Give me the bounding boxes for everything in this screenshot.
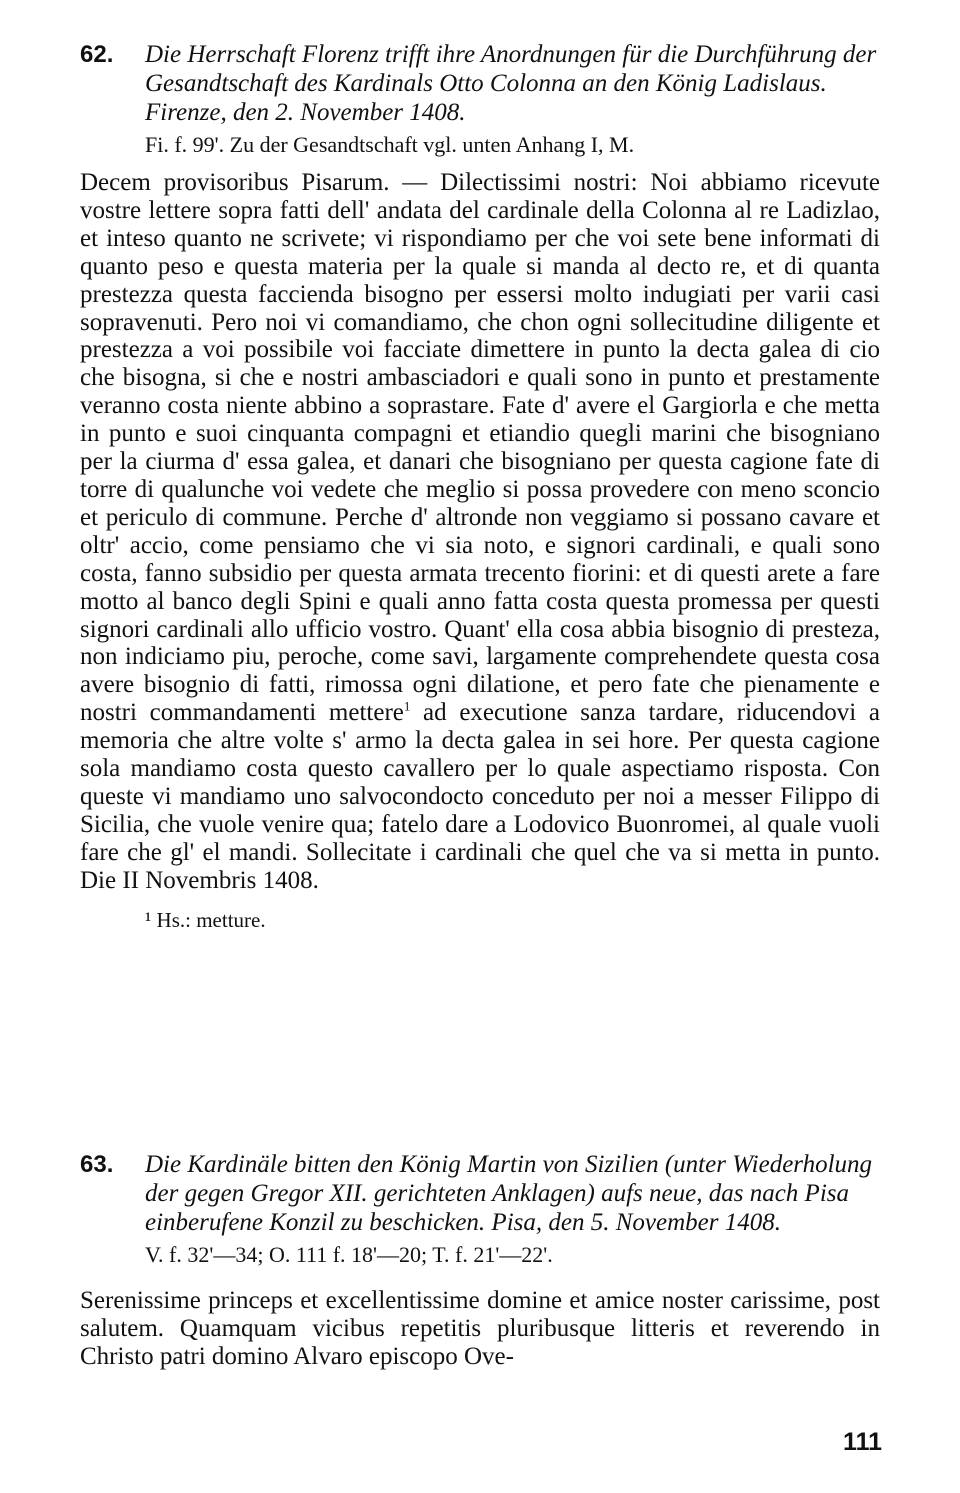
entry-heading [80,1150,880,1237]
heading-text: Die Herrschaft Florenz trifft ihre Anordnungen für die Durchführung der Gesandtschaft des Kardinals Otto Colonna an den König Ladislaus. Firenze, den 2. November 1408. [145,41,877,126]
entry-number: 63. [80,1151,114,1178]
document-text-part-1: Decem provisoribus Pisarum. — Dilectissimi nostri: Noi abbiamo ricevute vostre lettere sopra fatti dell' andata del cardinale della Colonna al re Ladizlao, et inteso quanto ne scrivete; vi rispondiamo per che voi sete bene informati di quanto peso e questa materia per la quale si manda al decto re, et di quanta prestezza questa faccienda bisogno per essersi molto indugiati per varii casi sopravenuti. Pero noi vi comandiamo, che chon ogni sollecitudine diligente et prestezza a voi possibile voi facciate dimettere in punto la decta galea di cio che bisogna, si che e nostri ambasciadori e quali sono in punto et prestamente veranno costa niente abbino a soprastare. Fate d' avere el Gargiorla e che metta in punto e suoi cinquanta compagni et etiandio quegli marini che bisogniano per la ciurma d' essa galea, et danari che bisogniano per questa cagione fate di torre di qualunche voi vedete che meglio si possa provedere con meno sconcio et periculo di commune. Perche d' altronde non veggiamo si possano cavare et oltr' accio, come pensiamo che vi sia noto, e signori cardinali, e quali sono costa, fanno subsidio per questa armata trecento fiorini: et di questi arete a fare motto al banco degli Spini e quali anno fatta costa questa promessa per questi signori cardinali allo ufficio vostro. Quant' ella cosa abbia bisognio di presteza, non indiciamo piu, peroche, come savi, largamente comprehendete questa cosa avere bisognio di fatti, rimossa ogni dilatione, et pero fate che pienamente e nostri commandamenti mettere [80,169,880,727]
document-text [80,169,880,895]
source-reference: Fi. f. 99'. Zu der Gesandtschaft vgl. unten Anhang I, M. [145,132,635,157]
entry-62 [80,40,880,933]
source-reference: V. f. 32'—34; O. 111 f. 18'—20; T. f. 21'—22'. [145,1242,553,1267]
entry-heading [80,40,880,127]
page-number: 111 [843,1428,882,1456]
entry-number: 62. [80,41,114,68]
document-text-part-2: ad executione sanza tardare, riducendovi a memoria che altre volte s' armo la decta galea in sei hore. Per questa cagione sola mandiamo costa questo cavallero per lo quale aspectiamo risposta. Con queste vi mandiamo uno salvocondocto conceduto per noi a messer Filippo di Sicilia, che vuole venire qua; fatelo dare a Lodovico Buonromei, al quale vuoli fare che gl' el mandi. Sollecitate i cardinali che quel che va si metta in punto. Die II Novembris 1408. [80,699,880,894]
heading-text: Die Kardinäle bitten den König Martin von Sizilien (unter Wiederholung der gegen Gregor XII. gerichteten Anklagen) aufs neue, das nach Pisa einberufene Konzil zu beschicken. Pisa, den 5. November 1408. [145,1151,873,1236]
footnote-marker: 1 [403,698,411,714]
entry-63 [80,1150,880,1371]
document-text: Serenissime princeps et excellentissime domine et amice noster carissime, post salutem. Quamquam vicibus repetitis pluribusque litteris et reverendo in Christo patri domino Alvaro episcopo Ove- [80,1287,880,1370]
footnote: ¹ Hs.: metture. [145,907,266,932]
